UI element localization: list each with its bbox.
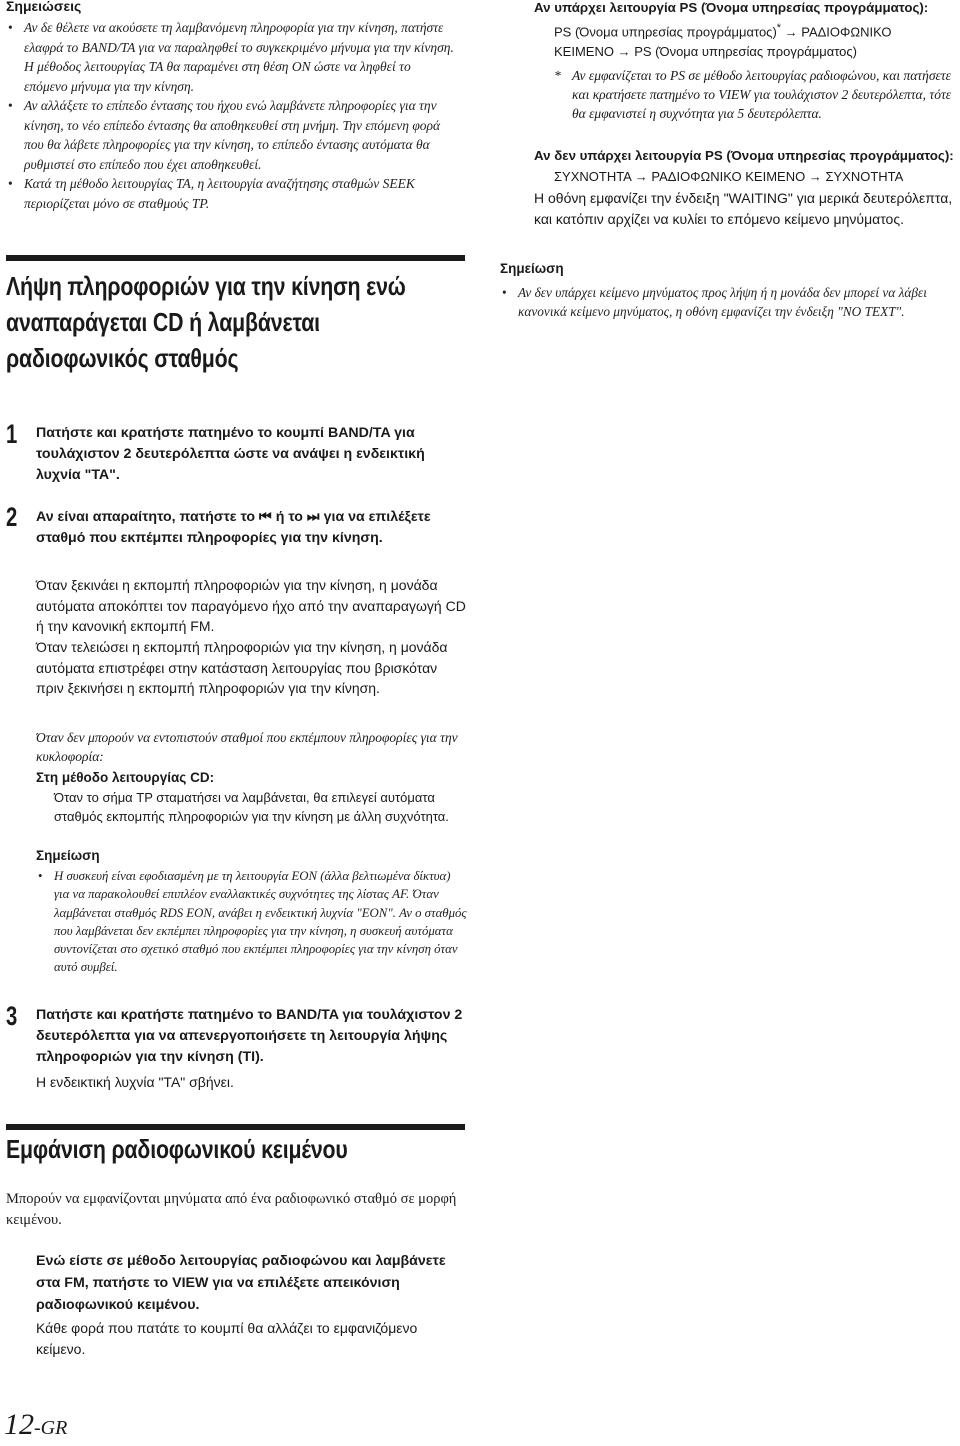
step-instruction: Πατήστε και κρατήστε πατημένο το BAND/TA για τουλάχιστον 2 δευτερόλεπτα για να απενεργοποιήσετε τη λειτουργία λήψης πληροφοριών για την κίνηση (TI).: [36, 1007, 463, 1065]
sequence-item: ΡΑΔΙΟΦΩΝΙΚΟ ΚΕΙΜΕΝΟ: [651, 169, 806, 184]
ps-sequence-item: PS (Όνομα υπηρεσίας προγράμματος): [554, 24, 777, 40]
step-instruction: Πατήστε και κρατήστε πατημένο το κουμπί BAND/TA για τουλάχιστον 2 δευτερόλεπτα ώστε να ανάψει η ενδεικτική λυχνία "TA".: [36, 425, 425, 483]
ps-sequence: [554, 18, 960, 62]
step-text: Αν είναι απαραίτητο, πατήστε το: [36, 509, 260, 525]
mode-text: Όταν το σήμα TP σταματήσει να λαμβάνεται, θα επιλεγεί αυτόματα σταθμός εκπομπής πληροφοριών για την κίνηση με άλλη συχνότητα.: [54, 790, 449, 824]
step-number: 2: [6, 502, 18, 532]
step-instruction: [36, 507, 466, 549]
section-heading: [6, 268, 465, 376]
page-number-value: 12: [4, 1408, 34, 1441]
ps-sequence-item: ΡΑΔΙΟΦΩΝΙΚΟ: [801, 24, 892, 40]
section-intro: Μπορούν να εμφανίζονται μηνύματα από ένα ραδιοφωνικό σταθμό σε μορφή κειμένου.: [6, 1191, 457, 1228]
footnote-marker: *: [554, 68, 561, 83]
note-item: [6, 174, 456, 213]
note-text: • Η συσκευή είναι εφοδιασμένη με τη λειτουργία EON (άλλα βελτιωμένα δίκτυα) για να παρακολουθεί επιπλέον εναλλακτικές συχνότητες της λίστας AF. Όταν λαμβάνεται σταθμός RDS EON, ανάβει η ενδεικτική λυχνία "EON". Αν ο σταθμός που λαμβάνεται δεν εκπέμπει πληροφορίες για την κίνηση, η συσκευή αυτόματα συντονίζεται στο σχετικό σταθμό που εκπέμπει πληροφορίες για την κίνηση όταν αυτό συμβεί.: [54, 869, 467, 975]
ps-footnote: [554, 66, 960, 123]
note-list: [500, 283, 960, 321]
previous-track-icon: ⏮: [259, 509, 272, 525]
page-number: [4, 1408, 67, 1442]
section-heading-line: ραδιοφωνικός σταθμός: [6, 343, 239, 373]
footnote-text: Αν εμφανίζεται το PS σε μέθοδο λειτουργίας ραδιοφώνου, και πατήσετε και κρατήσετε πατημένο το VIEW για τουλάχιστον 2 δευτερόλεπτα, τότε θα εμφανιστεί η συχνότητα για 5 δευτερόλεπτα.: [572, 68, 952, 121]
next-track-icon: ⏭: [306, 509, 320, 525]
mode-label: Στη μέθοδο λειτουργίας CD:: [36, 770, 215, 785]
note-text: • Αν δε θέλετε να ακούσετε τη λαμβανόμενη πληροφορία για την κίνηση, πατήστε ελαφρά το BAND/TA για να παραληφθεί το συγκεκριμένο μήνυμα για την κίνηση. Η μέθοδος λειτουργίας TA θα παραμένει στη θέση ON ώστε να ληφθεί το επόμενο μήνυμα για την κίνηση.: [24, 20, 454, 94]
ps-sequence-item: PS (Όνομα υπηρεσίας προγράμματος): [634, 44, 857, 60]
section-divider: [6, 255, 465, 261]
note-text: • Κατά τη μέθοδο λειτουργίας TA, η λειτουργία αναζήτησης σταθμών SEEK περιορίζεται μόνο σε σταθμούς TP.: [24, 176, 415, 211]
sub-heading: Όταν δεν μπορούν να εντοπιστούν σταθμοί που εκπέμπουν πληροφορίες για την κυκλοφορία:: [36, 730, 458, 764]
ps-sequence-item: ΚΕΙΜΕΝΟ: [554, 44, 614, 60]
section-heading: Εμφάνιση ραδιοφωνικού κειμένου: [6, 1134, 348, 1164]
ps-heading: Αν υπάρχει λειτουργία PS (Όνομα υπηρεσίας προγράμματος):: [534, 0, 929, 15]
arrow-icon: →: [617, 44, 631, 60]
arrow-icon: →: [808, 169, 822, 184]
note-text: • Αν δεν υπάρχει κείμενο μηνύματος προς λήψη ή η μονάδα δεν μπορεί να λάβει κανονικά κείμενο μηνύματος, η οθόνη εμφανίζει την ένδειξη "NO TEXT".: [518, 285, 927, 319]
waiting-text: Η οθόνη εμφανίζει την ένδειξη "WAITING" για μερικά δευτερόλεπτα, και κατόπιν αρχίζει να κυλίει το επόμενο κείμενο μηνύματος.: [534, 190, 953, 227]
arrow-icon: →: [634, 169, 648, 184]
note-item: [500, 283, 960, 321]
step-number: 1: [6, 419, 18, 449]
step-text: ή το: [271, 509, 307, 525]
section-divider: [6, 1124, 465, 1130]
page-number-suffix: -GR: [34, 1417, 68, 1439]
step-text: για να επιλέξετε σταθμό που εκπέμπει πληροφορίες για την κίνηση.: [36, 509, 431, 546]
sequence-item: ΣΥΧΝΟΤΗΤΑ: [554, 169, 632, 184]
footnote-marker: *: [776, 22, 781, 34]
no-ps-heading: Αν δεν υπάρχει λειτουργία PS (Όνομα υπηρεσίας προγράμματος):: [534, 148, 954, 163]
note-item: [36, 867, 468, 977]
step-body: Όταν τελειώσει η εκπομπή πληροφοριών για την κίνηση, η μονάδα αυτόματα επιστρέφει στην κατάσταση λειτουργίας που βρισκόταν πριν ξεκινήσει η εκπομπή πληροφοριών για την κίνηση.: [36, 639, 448, 696]
no-ps-sequence: [554, 167, 960, 186]
note-heading: Σημείωση: [500, 261, 564, 276]
step-instruction: Ενώ είστε σε μέθοδο λειτουργίας ραδιοφώνου και λαμβάνετε στα FM, πατήστε το VIEW για να επιλέξετε απεικόνιση ραδιοφωνικού κειμένου.: [36, 1253, 446, 1313]
step-body: Η ενδεικτική λυχνία "TA" σβήνει.: [36, 1074, 234, 1090]
step-number: 3: [6, 1001, 18, 1031]
sequence-item: ΣΥΧΝΟΤΗΤΑ: [825, 169, 904, 184]
note-item: [6, 96, 456, 174]
notes-list: [6, 18, 456, 213]
note-heading: Σημείωση: [36, 848, 100, 863]
step-body: Όταν ξεκινάει η εκπομπή πληροφοριών για την κίνηση, η μονάδα αυτόματα αποκόπτει τον παραγόμενο ήχο από την αναπαραγωγή CD ή την κανονική εκπομπή FM.: [36, 577, 466, 634]
section-heading-line: Λήψη πληροφοριών για την κίνηση ενώ: [6, 271, 406, 301]
step-body: Κάθε φορά που πατάτε το κουμπί θα αλλάζει το εμφανιζόμενο κείμενο.: [36, 1320, 418, 1357]
note-item: [6, 18, 456, 96]
note-text: • Αν αλλάξετε το επίπεδο έντασης του ήχου ενώ λαμβάνετε πληροφορίες για την κίνηση, το νέο επίπεδο έντασης θα αποθηκευθεί στη μνήμη. Την επόμενη φορά που θα λάβετε πληροφορίες για την κίνηση, το επίπεδο έντασης αυτόματα θα ρυθμιστεί στο επίπεδο που έχει αποθηκευθεί.: [24, 98, 441, 172]
section-heading-line: αναπαράγεται CD ή λαμβάνεται: [6, 307, 320, 337]
arrow-icon: →: [784, 24, 798, 40]
notes-heading: Σημειώσεις: [6, 0, 82, 14]
note-list: [36, 867, 468, 977]
